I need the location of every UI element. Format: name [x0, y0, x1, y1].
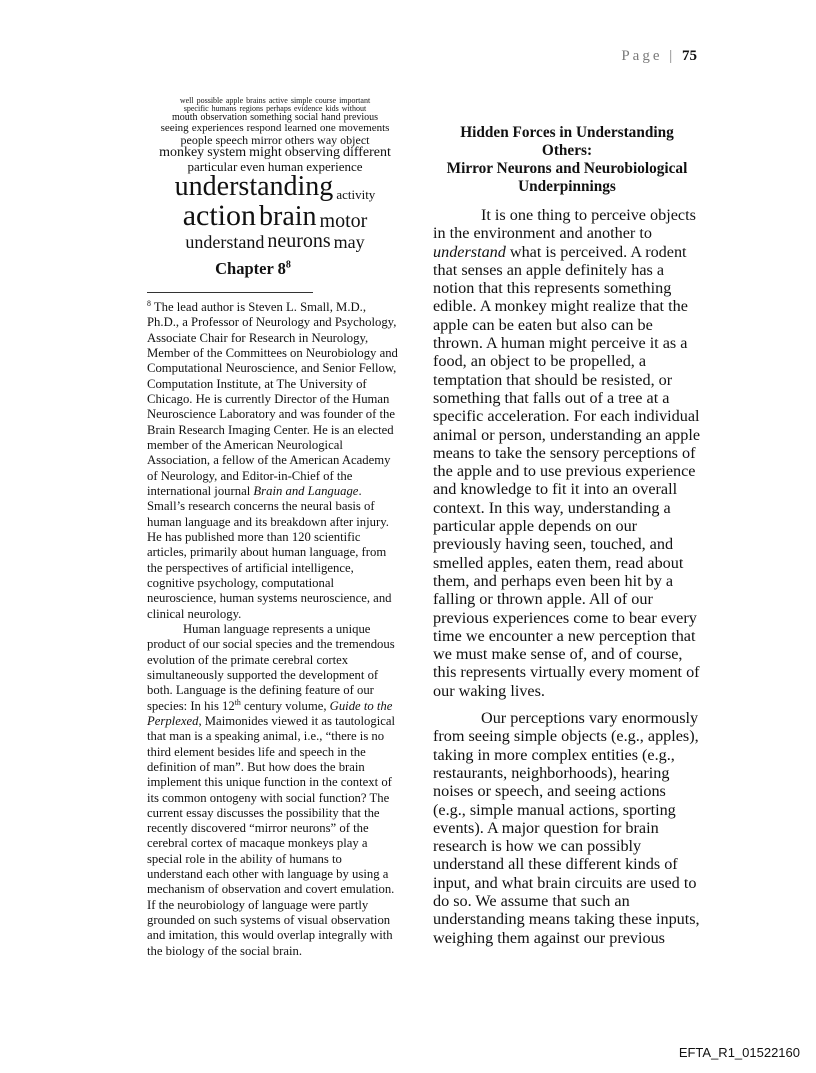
footnote-line — [147, 530, 397, 545]
body-line — [433, 444, 703, 462]
text-segment: (e.g., simple manual actions, sporting — [433, 800, 676, 819]
text-segment: our waking lives. — [433, 681, 545, 700]
footnote-line — [147, 346, 397, 361]
body-line — [433, 224, 703, 242]
section-heading — [433, 124, 701, 196]
body-line — [433, 554, 703, 572]
footnote-line — [147, 591, 397, 606]
text-segment: Small’s research concerns the neural basis of — [147, 499, 375, 514]
text-segment: them, and perhaps even been hit by a — [433, 571, 674, 590]
section-heading-line: Underpinnings — [518, 178, 616, 195]
page-number: 75 — [682, 48, 697, 64]
word-cloud-word: seeing — [160, 122, 189, 134]
section-heading-line: Hidden Forces in Understanding — [460, 124, 674, 141]
body-line — [433, 316, 703, 334]
body-line — [433, 609, 703, 627]
text-segment: specific acceleration. For each individual — [433, 407, 700, 426]
text-segment: and imitation, this would overlap integrally with — [147, 928, 393, 943]
footnote-line — [147, 392, 397, 407]
footnote-line — [147, 407, 397, 422]
footnote-line — [147, 913, 397, 928]
text-segment: that man is a speaking animal, i.e., “there is no — [147, 729, 385, 744]
body-line — [433, 782, 703, 800]
word-cloud-image — [147, 97, 403, 253]
text-segment: the apple and to use previous experience — [433, 462, 696, 481]
word-cloud-word: evidence — [293, 104, 323, 113]
text-segment: It is one thing to perceive objects — [481, 206, 696, 224]
word-cloud-word: active — [268, 96, 288, 105]
text-segment: grounded on such systems of visual observation — [147, 913, 391, 928]
text-segment: cerebral cortex of macaque monkeys play a — [147, 836, 368, 851]
text-segment: special role in the ability of humans to — [147, 851, 342, 866]
text-segment: member of the American Neurological — [147, 437, 343, 452]
footnote-line — [147, 760, 397, 775]
text-segment: apple can be eaten but also can be — [433, 315, 653, 334]
text-segment: Computational Neuroscience, and Senior Fellow, — [147, 361, 397, 376]
footnote-line — [147, 576, 397, 591]
text-segment: neuroscience, human systems neuroscience, and — [147, 591, 392, 606]
body-line — [433, 764, 703, 782]
footnote-line — [147, 545, 397, 560]
footnote-line — [147, 944, 397, 959]
word-cloud-word: respond — [246, 122, 282, 134]
word-cloud-word: might — [249, 145, 282, 160]
word-cloud-word: action — [182, 199, 256, 232]
text-segment: temptation that should be resisted, or — [433, 370, 673, 389]
text-segment: research is how we can possibly — [433, 837, 642, 856]
text-segment: context. In this way, understanding a — [433, 498, 671, 517]
text-segment: century volume, — [240, 698, 330, 713]
text-segment: implement this unique function in the context of — [147, 775, 392, 790]
body-line — [433, 590, 703, 608]
word-cloud-word: neurons — [267, 230, 331, 252]
word-cloud-word: motor — [319, 210, 368, 232]
text-segment: third element besides life and speech in the — [147, 744, 366, 759]
body-line — [433, 243, 703, 261]
body-line — [433, 261, 703, 279]
word-cloud-word: observing — [284, 145, 340, 160]
word-cloud-word: regions — [239, 104, 264, 113]
footnote-line — [147, 806, 397, 821]
text-segment: understand each other with language by using a — [147, 867, 389, 882]
text-segment: species: In his 12 — [147, 698, 235, 713]
word-cloud-word: well — [179, 96, 194, 105]
text-segment: something that falls out of a tree at a — [433, 388, 670, 407]
word-cloud-word: mouth — [171, 112, 198, 123]
text-segment: articles, primarily about human language, from — [147, 545, 387, 560]
word-cloud-word: monkey — [159, 145, 205, 160]
word-cloud-word: social — [294, 112, 319, 123]
footnote-line — [147, 377, 397, 392]
text-segment: recently discovered “mirror neurons” of the — [147, 821, 369, 836]
word-cloud-row — [147, 146, 403, 160]
body-line — [433, 279, 703, 297]
body-line — [433, 407, 703, 425]
text-segment: smelled apples, eaten them, read about — [433, 553, 684, 572]
section-heading-line: Others: — [541, 142, 593, 159]
body-line — [433, 837, 703, 855]
word-cloud-word: kids — [325, 104, 339, 113]
section-body — [433, 206, 703, 947]
text-segment: human language and its breakdown after injury. — [147, 514, 389, 529]
footnote-line — [147, 453, 397, 468]
text-segment: edible. A monkey might realize that the — [433, 297, 688, 316]
section-heading-line: Mirror Neurons and Neurobiological — [446, 160, 688, 177]
text-segment: He has published more than 120 scientific — [147, 529, 361, 544]
word-cloud-word: human — [267, 159, 304, 174]
text-segment: food, an object to be propelled, a — [433, 352, 647, 371]
text-segment: current essay discusses the possibility that the — [147, 805, 380, 820]
text-segment: Ph.D., a Professor of Neurology and Psychology, — [147, 315, 397, 330]
footnote-line — [147, 791, 397, 806]
text-segment: , Maimonides viewed it as tautological — [198, 713, 396, 728]
body-line — [433, 645, 703, 663]
body-line — [433, 462, 703, 480]
word-cloud-word: may — [333, 232, 365, 252]
body-line — [433, 709, 703, 727]
footnote-line — [147, 561, 397, 576]
text-segment: this represents virtually every moment of — [433, 663, 700, 682]
footnote — [147, 300, 397, 959]
text-segment: understanding means taking these inputs, — [433, 910, 700, 929]
footnote-line — [147, 898, 397, 913]
word-cloud-word: brain — [259, 201, 317, 232]
text-segment: Association, a fellow of the American Academy — [147, 453, 391, 468]
text-segment: simultaneously supported the development of — [147, 667, 379, 682]
body-line — [433, 855, 703, 873]
footnote-divider — [147, 292, 313, 293]
text-segment: thrown. A human might perceive it as a — [433, 334, 688, 353]
text-segment: of Neurology, and Editor-in-Chief of the — [147, 468, 353, 483]
word-cloud-word: simple — [290, 96, 313, 105]
italic-text: understand — [433, 242, 506, 261]
italic-text: Brain and Language — [253, 483, 359, 498]
word-cloud-word: object — [340, 133, 370, 147]
body-line — [433, 572, 703, 590]
footnote-line — [147, 745, 397, 760]
chapter-title-text: Chapter 8 — [215, 259, 286, 278]
text-segment: definition of man”. But how does the brain — [147, 759, 365, 774]
document-id: EFTA_R1_01522160 — [678, 1045, 800, 1060]
body-line — [433, 352, 703, 370]
text-segment: notion that this represents something — [433, 279, 672, 298]
text-segment: animal or person, understanding an apple — [433, 425, 701, 444]
text-segment: cognitive psychology, computational — [147, 575, 334, 590]
footnote-line — [147, 653, 397, 668]
paragraph — [433, 709, 703, 947]
word-cloud-word: understanding — [174, 171, 334, 202]
word-cloud-word: experiences — [191, 122, 244, 134]
footnote-line — [147, 315, 397, 330]
body-line — [433, 892, 703, 910]
body-line — [433, 910, 703, 928]
text-segment: that senses an apple definitely has a — [433, 260, 665, 279]
footnote-line — [147, 438, 397, 453]
body-line — [433, 297, 703, 315]
text-segment: . — [358, 483, 362, 498]
footnote-line — [147, 423, 397, 438]
body-line — [433, 535, 703, 553]
word-cloud-row — [147, 231, 403, 251]
text-segment: If the neurobiology of language were partly — [147, 897, 369, 912]
text-segment: do so. We assume that such an — [433, 891, 630, 910]
body-line — [433, 499, 703, 517]
footnote-line — [147, 836, 397, 851]
text-segment: means to take the sensory perceptions of — [433, 443, 696, 462]
text-segment: falling or thrown apple. All of our — [433, 590, 653, 609]
text-segment: we must make sense of, and of course, — [433, 645, 683, 664]
text-segment: weighing them against our previous — [433, 928, 665, 947]
word-cloud-word: way — [317, 133, 338, 147]
paragraph — [433, 206, 703, 700]
footnote-line — [147, 515, 397, 530]
text-segment: mechanism of observation and covert emulation. — [147, 882, 395, 897]
footnote-line — [147, 622, 397, 637]
text-segment: and knowledge to fit it into an overall — [433, 480, 678, 499]
footnote-line — [147, 928, 397, 943]
text-segment: previously having seen, touched, and — [433, 535, 674, 554]
word-cloud-word: different — [342, 145, 391, 160]
word-cloud-word: understand — [185, 232, 265, 252]
footnote-line — [147, 821, 397, 836]
body-line — [433, 627, 703, 645]
word-cloud-word: system — [207, 145, 247, 160]
italic-text: Perplexed — [147, 713, 199, 728]
text-segment: taking in more complex entities (e.g., — [433, 745, 675, 764]
body-line — [433, 682, 703, 700]
word-cloud-word: observation — [200, 112, 248, 123]
body-line — [433, 801, 703, 819]
word-cloud-word: activity — [336, 187, 376, 202]
text-segment: noises or speech, and seeing actions — [433, 782, 666, 801]
page-header — [621, 48, 697, 65]
superscript: th — [234, 697, 241, 707]
body-line — [433, 663, 703, 681]
page-separator: | — [669, 48, 676, 64]
text-segment: understand all these different kinds of — [433, 855, 678, 874]
text-segment: Human language represents a unique — [183, 621, 371, 636]
footnote-line — [147, 499, 397, 514]
body-line — [433, 206, 703, 224]
body-line — [433, 334, 703, 352]
body-line — [433, 371, 703, 389]
word-cloud-word: people — [180, 133, 213, 147]
footnote-line — [147, 775, 397, 790]
word-cloud-word: apple — [225, 96, 244, 105]
word-cloud-word: without — [341, 104, 367, 113]
text-segment: Member of the Committees on Neurobiology and — [147, 345, 398, 360]
text-segment: input, and what brain circuits are used to — [433, 873, 697, 892]
word-cloud-word: hand — [321, 112, 341, 123]
body-line — [433, 389, 703, 407]
text-segment: clinical neurology. — [147, 606, 242, 621]
text-segment: Our perceptions vary enormously — [481, 709, 699, 728]
footnote-line — [147, 699, 397, 714]
footnote-line — [147, 683, 397, 698]
text-segment: from seeing simple objects (e.g., apples), — [433, 727, 699, 746]
word-cloud-row — [147, 173, 403, 201]
text-segment: both. Language is the defining feature of our — [147, 683, 374, 698]
body-line — [433, 727, 703, 745]
superscript: 8 — [147, 298, 151, 308]
body-line — [433, 929, 703, 947]
footnote-line — [147, 607, 397, 622]
text-segment: time we encounter a new perception that — [433, 626, 696, 645]
text-segment: its common ontogeny with social function? The — [147, 790, 390, 805]
body-line — [433, 517, 703, 535]
word-cloud-word: movements — [338, 122, 390, 134]
text-segment: the biology of the social brain. — [147, 943, 303, 958]
footnote-line — [147, 867, 397, 882]
text-segment: restaurants, neighborhoods), hearing — [433, 763, 670, 782]
text-segment: product of our social species and the tremendous — [147, 637, 395, 652]
word-cloud-word: humans — [211, 104, 237, 113]
text-segment: the perspectives of artificial intelligence, — [147, 560, 354, 575]
text-segment: Brain Research Imaging Center. He is an elected — [147, 422, 394, 437]
word-cloud-word: perhaps — [266, 104, 291, 113]
footnote-line — [147, 361, 397, 376]
body-line — [433, 819, 703, 837]
word-cloud-word: specific — [183, 104, 209, 113]
text-segment: Neuroscience Laboratory and was founder of the — [147, 407, 396, 422]
chapter-title — [147, 259, 359, 279]
word-cloud-word: experience — [306, 159, 363, 174]
body-line — [433, 426, 703, 444]
footnote-line — [147, 331, 397, 346]
body-line — [433, 480, 703, 498]
word-cloud-word: course — [315, 96, 337, 105]
body-line — [433, 746, 703, 764]
body-line — [433, 874, 703, 892]
word-cloud-word: speech — [215, 133, 249, 147]
footnote-line — [147, 300, 397, 315]
page-label: Page — [621, 48, 663, 64]
text-segment: in the environment and another to — [433, 224, 652, 243]
footnote-line — [147, 469, 397, 484]
footnote-line — [147, 882, 397, 897]
word-cloud-word: others — [284, 133, 315, 147]
word-cloud-word: even — [240, 159, 265, 174]
word-cloud-word: particular — [187, 159, 238, 174]
text-segment: international journal — [147, 483, 254, 498]
text-segment: Associate Chair for Research in Neurology, — [147, 330, 369, 345]
italic-text: Guide to the — [329, 698, 393, 713]
footnote-reference: 8 — [285, 259, 291, 271]
word-cloud-word: one — [319, 122, 336, 134]
word-cloud-word: brains — [246, 96, 266, 105]
word-cloud-word: previous — [343, 112, 379, 123]
paragraph-gap — [433, 700, 703, 709]
text-segment: Chicago. He is currently Director of the Human — [147, 391, 390, 406]
word-cloud-word: mirror — [251, 133, 282, 147]
footnote-line — [147, 714, 397, 729]
text-segment: particular apple depends on our — [433, 517, 638, 536]
word-cloud-word: learned — [284, 122, 317, 134]
text-segment: what is perceived. A rodent — [505, 242, 687, 261]
footnote-line — [147, 668, 397, 683]
footnote-line — [147, 637, 397, 652]
text-segment: Computation Institute, at The University of — [147, 376, 367, 391]
text-segment: previous experiences come to bear every — [433, 608, 697, 627]
word-cloud-word: something — [250, 112, 292, 123]
word-cloud-word: possible — [196, 96, 223, 105]
word-cloud-row — [147, 201, 403, 231]
text-segment: events). A major question for brain — [433, 818, 659, 837]
word-cloud-word: important — [339, 96, 371, 105]
footnote-line — [147, 729, 397, 744]
footnote-line — [147, 852, 397, 867]
footnote-line — [147, 484, 397, 499]
text-segment: The lead author is Steven L. Small, M.D., — [150, 300, 367, 314]
text-segment: evolution of the primate cerebral cortex — [147, 652, 349, 667]
